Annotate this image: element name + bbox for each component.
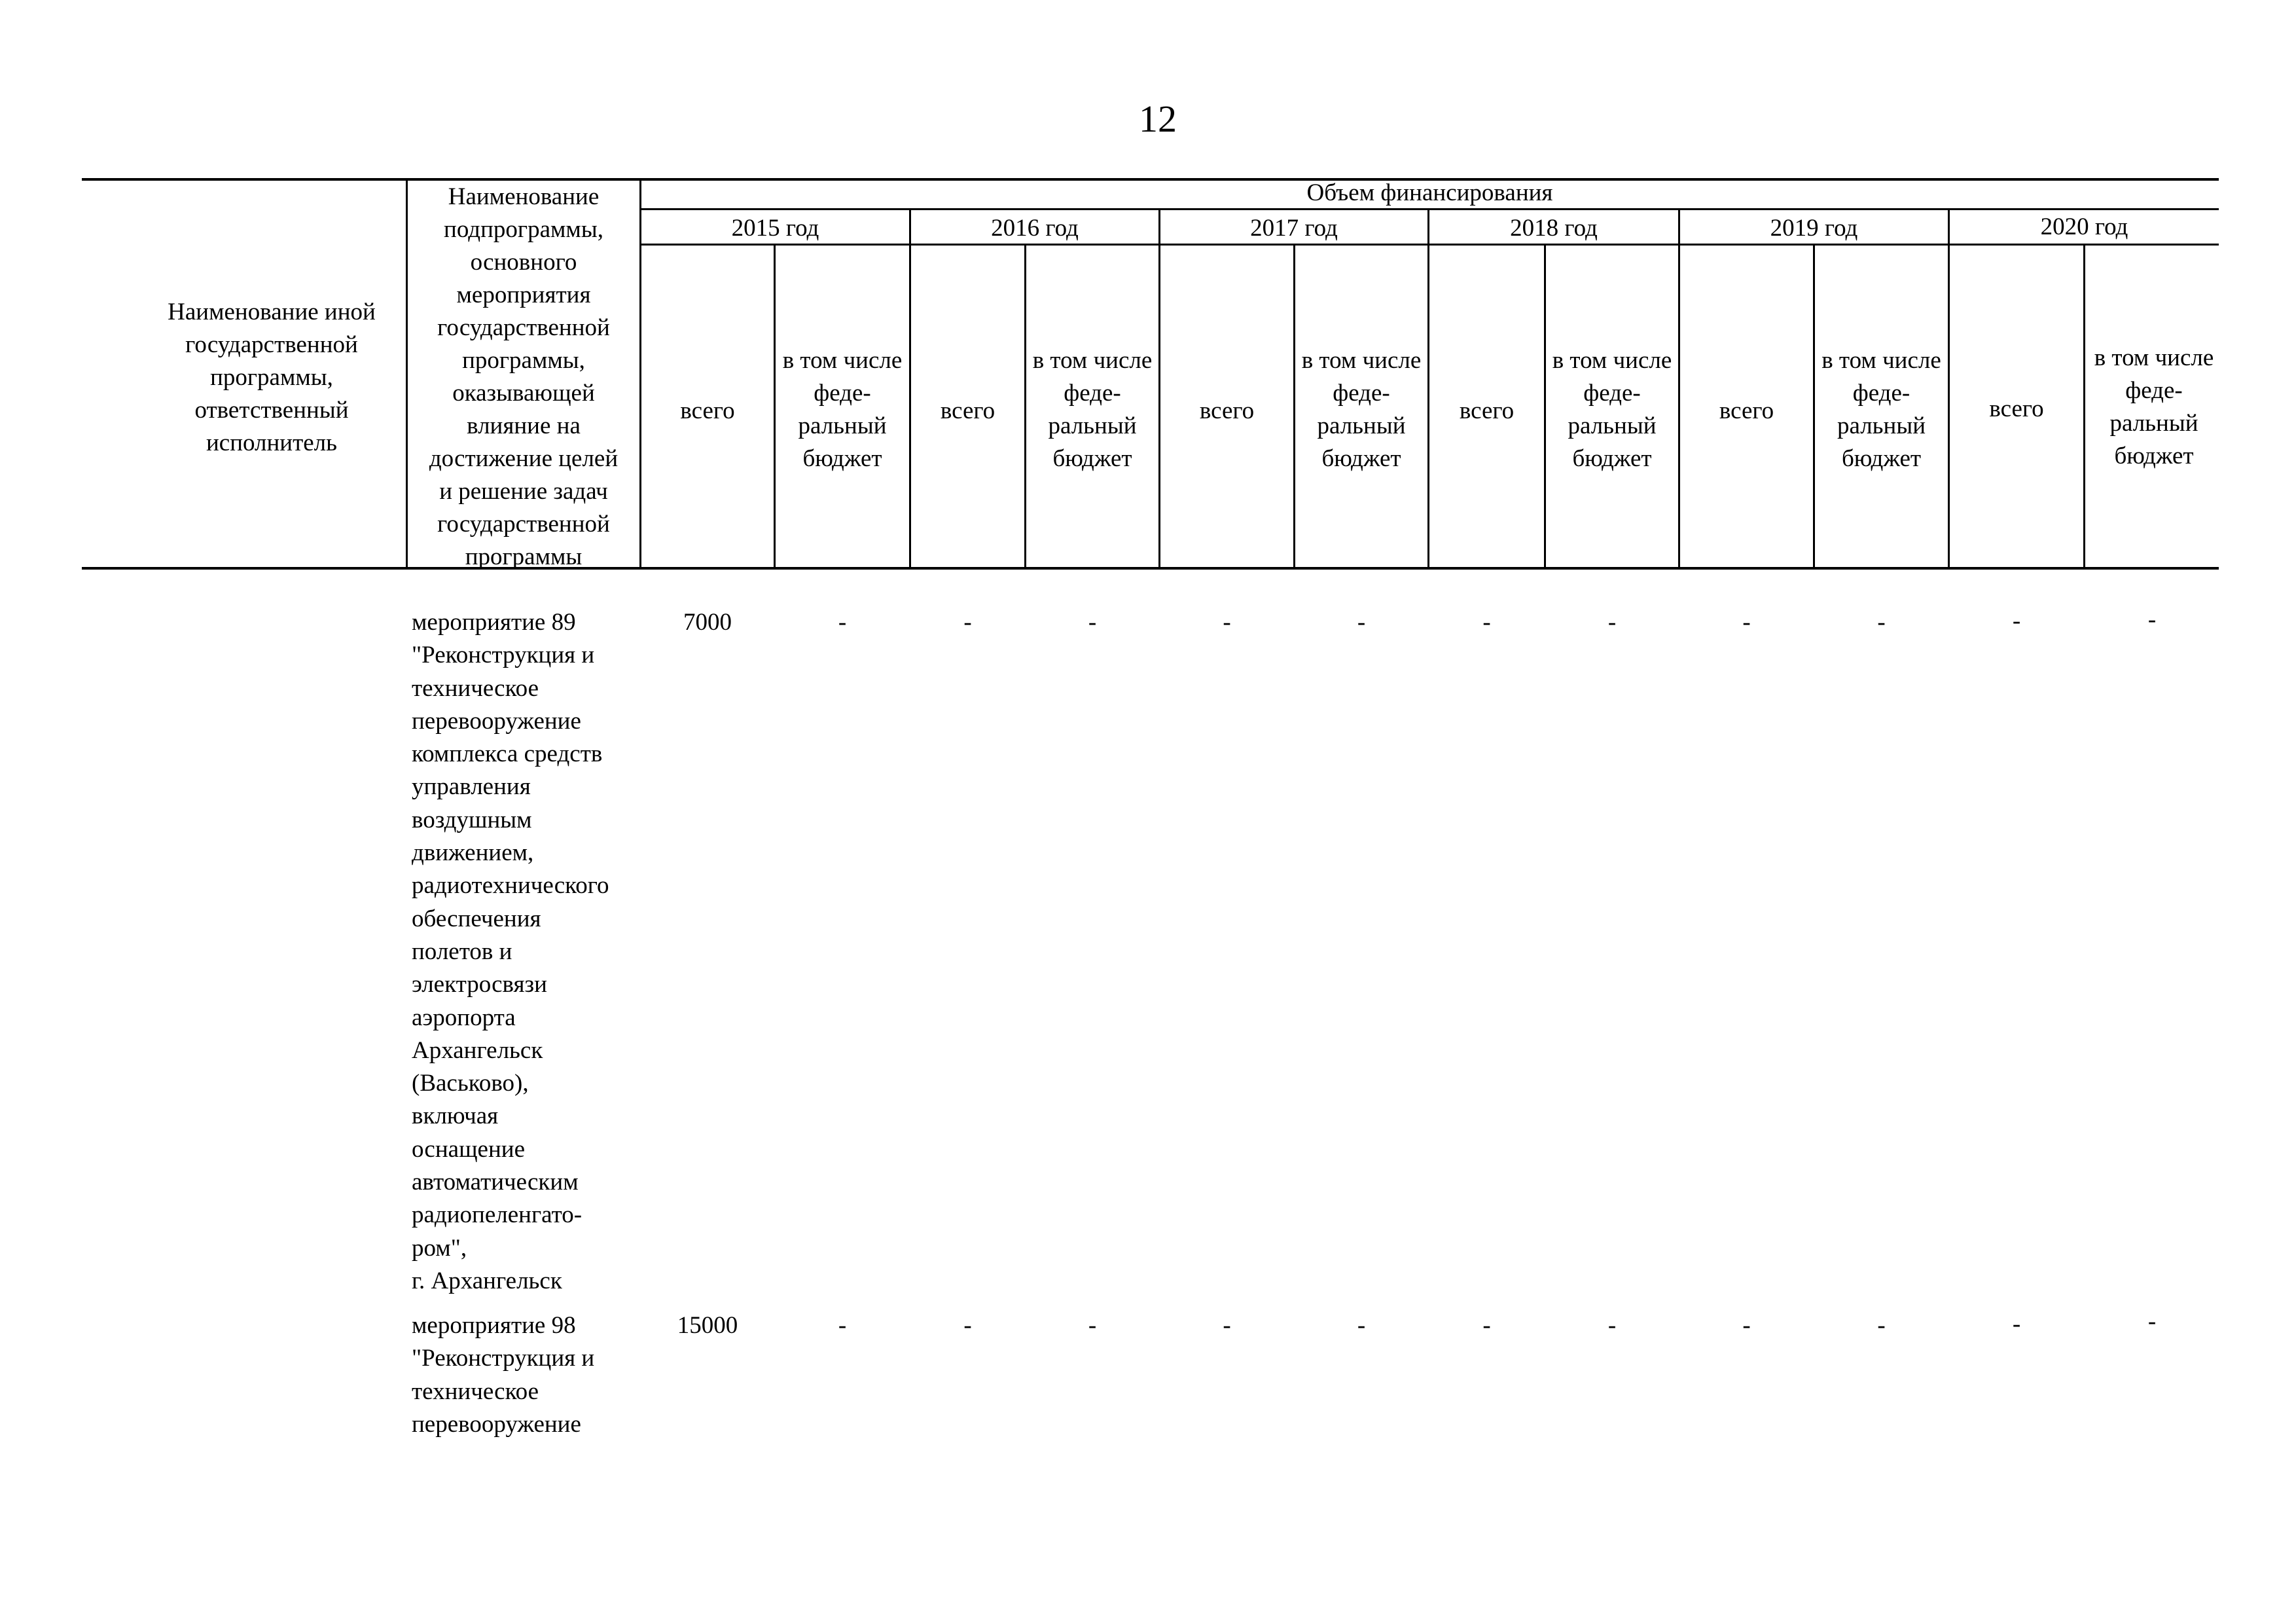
row-value: -	[1223, 1312, 1231, 1339]
header-total: всего	[940, 397, 996, 424]
row-value: -	[838, 1312, 847, 1339]
header-federal: в том числе феде- ральный бюджет	[1552, 347, 1672, 472]
header-federal: в том числе феде- ральный бюджет	[782, 347, 903, 472]
row-value: -	[1877, 609, 1886, 636]
row-value: -	[1607, 609, 1617, 636]
row-value: -	[838, 609, 847, 636]
col-divider	[1158, 208, 1160, 570]
col-divider	[1948, 208, 1950, 570]
header-total: всего	[1459, 397, 1515, 424]
row-value: -	[1088, 609, 1097, 636]
header-federal: в том числе феде- ральный бюджет	[1821, 347, 1941, 472]
row-value: -	[1742, 1312, 1751, 1339]
row-value: -	[963, 609, 972, 636]
row-value: -	[1877, 1312, 1886, 1339]
header-total: всего	[1719, 397, 1774, 424]
row-item-name: мероприятие 98 "Реконструкция и техническое перевооружение	[412, 1312, 595, 1438]
page-number: 12	[1139, 98, 1177, 140]
header-total: всего	[1199, 397, 1255, 424]
header-program-name: Наименование иной государственной программы, ответственный исполнитель	[168, 299, 376, 456]
header-year-2019: 2019 год	[1770, 215, 1858, 242]
header-federal: в том числе феде- ральный бюджет	[2094, 344, 2214, 469]
row-value: -	[1357, 609, 1366, 636]
header-year-2015: 2015 год	[731, 215, 819, 242]
header-total: всего	[1989, 395, 2044, 422]
row-value: -	[2147, 606, 2157, 633]
header-funding: Объем финансирования	[1306, 179, 1553, 206]
row-value: -	[1223, 609, 1231, 636]
row-value: -	[1742, 609, 1751, 636]
row-value: -	[963, 1312, 972, 1339]
header-year-2020: 2020 год	[2040, 213, 2128, 240]
row-value: -	[1482, 1312, 1491, 1339]
row-value: -	[1482, 609, 1491, 636]
header-federal: в том числе феде- ральный бюджет	[1032, 347, 1153, 472]
table-header-bottom-border	[82, 567, 2219, 570]
header-year-2016: 2016 год	[991, 215, 1079, 242]
row-value: -	[2147, 1308, 2157, 1335]
col-divider	[1427, 208, 1429, 570]
row-value: 7000	[683, 609, 732, 636]
row-value: -	[2012, 1311, 2021, 1338]
header-year-2018: 2018 год	[1510, 215, 1598, 242]
row-item-name: мероприятие 89 "Реконструкция и техническое перевооружение комплекса средств управления воздушным движением, радиотехнического обеспечения полетов и электросвязи аэропорта Архангельск (Васьково), включая оснащение автоматическим радиопеленгато- ром", г. Архангельск	[412, 609, 609, 1294]
header-subprogram-name: Наименование подпрограммы, основного мероприятия государственной программы, оказывающей влияние на достижение целей и решение задач государственной программы	[429, 183, 619, 570]
header-federal: в том числе феде- ральный бюджет	[1301, 347, 1422, 472]
header-total: всего	[680, 397, 735, 424]
col-divider	[1678, 208, 1680, 570]
row-value: 15000	[677, 1312, 738, 1339]
col-divider	[909, 208, 911, 570]
row-value: -	[1357, 1312, 1366, 1339]
row-value: -	[1607, 1312, 1617, 1339]
row-value: -	[1088, 1312, 1097, 1339]
row-value: -	[2012, 608, 2021, 634]
header-year-2017: 2017 год	[1250, 215, 1338, 242]
